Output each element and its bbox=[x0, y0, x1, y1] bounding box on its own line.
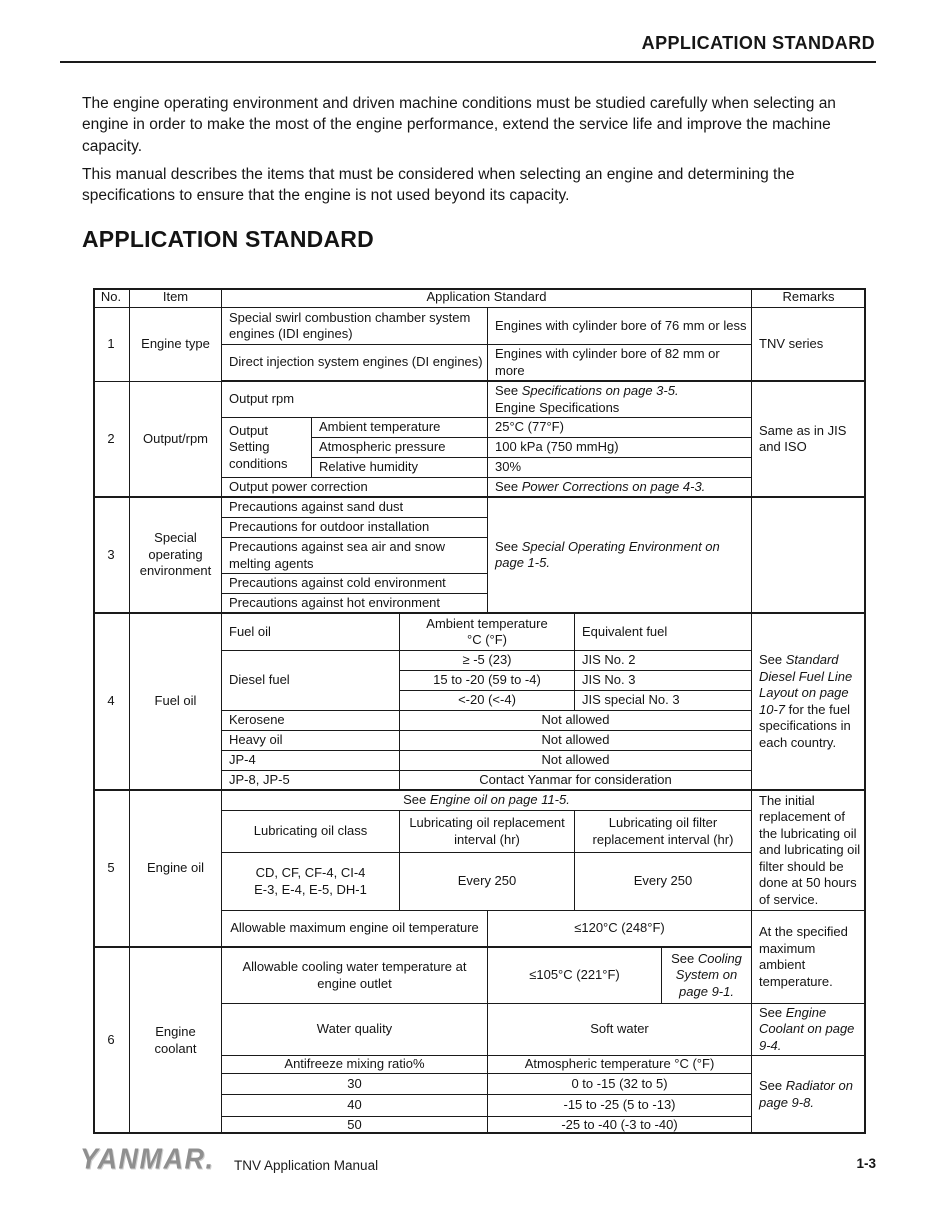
row3-remark-empty bbox=[752, 498, 866, 614]
row2-remark: Same as in JIS and ISO bbox=[752, 382, 866, 498]
row4-item: Fuel oil bbox=[130, 614, 222, 791]
row4-equivalent-header: Equivalent fuel bbox=[575, 614, 752, 651]
row1-idi-label: Special swirl combustion chamber system engines (IDI engines) bbox=[222, 308, 488, 345]
row6-water-quality-value: Soft water bbox=[488, 1004, 752, 1056]
row4-temp1: ≥ -5 (23) bbox=[400, 651, 575, 671]
row2-output-rpm-value: See Specifications on page 3-5. Engine Specifications bbox=[488, 382, 752, 418]
row1-remark: TNV series bbox=[752, 308, 866, 382]
row4-fuel3: JIS special No. 3 bbox=[575, 691, 752, 711]
col-header-remarks: Remarks bbox=[752, 288, 866, 308]
row2-item: Output/rpm bbox=[130, 382, 222, 498]
col-header-item: Item bbox=[130, 288, 222, 308]
row4-fuel2: JIS No. 3 bbox=[575, 671, 752, 691]
running-head-title: APPLICATION STANDARD bbox=[641, 33, 875, 53]
row4-temp2: 15 to -20 (59 to -4) bbox=[400, 671, 575, 691]
row6-ratio-50: 50 bbox=[222, 1117, 488, 1134]
row5-interval-value: Every 250 bbox=[400, 853, 575, 911]
row6-cooling-value: ≤105°C (221°F) bbox=[488, 948, 662, 1004]
row1-item: Engine type bbox=[130, 308, 222, 382]
row5-max-temp-label: Allowable maximum engine oil temperature bbox=[222, 911, 488, 948]
row6-ratio-40: 40 bbox=[222, 1095, 488, 1117]
row6-atm-temp-30: 0 to -15 (32 to 5) bbox=[488, 1074, 752, 1095]
col-header-no: No. bbox=[93, 288, 130, 308]
row4-ambient-header: Ambient temperature °C (°F) bbox=[400, 614, 575, 651]
row4-temp3: <-20 (<-4) bbox=[400, 691, 575, 711]
row3-precaution-hot: Precautions against hot environment bbox=[222, 594, 488, 614]
row3-see-reference: See Special Operating Environment on page 1-5. bbox=[488, 498, 752, 614]
row2-output-rpm-label: Output rpm bbox=[222, 382, 488, 418]
row6-item: Engine coolant bbox=[130, 948, 222, 1134]
row6-no: 6 bbox=[93, 948, 130, 1134]
row5-filter-value: Every 250 bbox=[575, 853, 752, 911]
row5-see-engine-oil: See Engine oil on page 11-5. bbox=[222, 791, 752, 811]
application-standard-table bbox=[93, 288, 866, 1134]
row5-item: Engine oil bbox=[130, 791, 222, 948]
row5-max-temp-value: ≤120°C (248°F) bbox=[488, 911, 752, 948]
row1-idi-value: Engines with cylinder bore of 76 mm or less bbox=[488, 308, 752, 345]
row5-interval-header: Lubricating oil replacement interval (hr) bbox=[400, 811, 575, 853]
intro-paragraph-2: This manual describes the items that must be considered when selecting an engine and determining the specifications to ensure that the engine is not used beyond its capacity. bbox=[82, 165, 795, 204]
row6-atm-temp-50: -25 to -40 (-3 to -40) bbox=[488, 1117, 752, 1134]
row2-ambient-value: 25°C (77°F) bbox=[488, 418, 752, 438]
row6-atm-temp-40: -15 to -25 (5 to -13) bbox=[488, 1095, 752, 1117]
row6-water-quality-label: Water quality bbox=[222, 1004, 488, 1056]
row4-heavy-oil-value: Not allowed bbox=[400, 731, 752, 751]
row2-ambient-label: Ambient temperature bbox=[312, 418, 488, 438]
row6-antifreeze-header: Antifreeze mixing ratio% bbox=[222, 1056, 488, 1074]
row6-remark-coolant: See Engine Coolant on page 9-4. bbox=[752, 1004, 866, 1056]
row4-fuel1: JIS No. 2 bbox=[575, 651, 752, 671]
row3-no: 3 bbox=[93, 498, 130, 614]
row2-pressure-value: 100 kPa (750 mmHg) bbox=[488, 438, 752, 458]
row4-jp4-value: Not allowed bbox=[400, 751, 752, 771]
row4-kerosene-value: Not allowed bbox=[400, 711, 752, 731]
row6-ratio-30: 30 bbox=[222, 1074, 488, 1095]
row2-setting-label: Output Setting conditions bbox=[222, 418, 312, 478]
row3-item: Special operating environment bbox=[130, 498, 222, 614]
row5-remark-ambient: At the specified maximum ambient temperature. bbox=[752, 911, 866, 1004]
row5-class-header: Lubricating oil class bbox=[222, 811, 400, 853]
row2-no: 2 bbox=[93, 382, 130, 498]
row2-humidity-value: 30% bbox=[488, 458, 752, 478]
footer-manual-title: TNV Application Manual bbox=[234, 1158, 379, 1173]
row4-diesel-label: Diesel fuel bbox=[222, 651, 400, 711]
header-rule bbox=[60, 61, 876, 63]
row3-precaution-cold: Precautions against cold environment bbox=[222, 574, 488, 594]
row5-remark-initial: The initial replacement of the lubricating oil and lubricating oil filter should be done at 50 hours of service. bbox=[752, 791, 866, 911]
yanmar-logo: YANMAR. bbox=[80, 1143, 215, 1175]
row6-cooling-see: See Cooling System on page 9-1. bbox=[662, 948, 752, 1004]
row4-jp8-jp5-value: Contact Yanmar for consideration bbox=[400, 771, 752, 791]
row2-humidity-label: Relative humidity bbox=[312, 458, 488, 478]
row6-remark-radiator: See Radiator on page 9-8. bbox=[752, 1056, 866, 1134]
row4-kerosene-label: Kerosene bbox=[222, 711, 400, 731]
page-number: 1-3 bbox=[856, 1156, 876, 1171]
row6-cooling-label: Allowable cooling water temperature at engine outlet bbox=[222, 948, 488, 1004]
row1-di-label: Direct injection system engines (DI engines) bbox=[222, 345, 488, 382]
row3-precaution-outdoor: Precautions for outdoor installation bbox=[222, 518, 488, 538]
row1-di-value: Engines with cylinder bore of 82 mm or more bbox=[488, 345, 752, 382]
row4-jp8-jp5-label: JP-8, JP-5 bbox=[222, 771, 400, 791]
row4-jp4-label: JP-4 bbox=[222, 751, 400, 771]
section-title: APPLICATION STANDARD bbox=[82, 226, 374, 252]
row3-precaution-sea-air: Precautions against sea air and snow melting agents bbox=[222, 538, 488, 574]
row3-precaution-sand-dust: Precautions against sand dust bbox=[222, 498, 488, 518]
row2-pressure-label: Atmospheric pressure bbox=[312, 438, 488, 458]
row2-correction-value: See Power Corrections on page 4-3. bbox=[488, 478, 752, 498]
row4-remark: See Standard Diesel Fuel Line Layout on page 10-7 for the fuel specifications in each country. bbox=[752, 614, 866, 791]
row4-heavy-oil-label: Heavy oil bbox=[222, 731, 400, 751]
row5-class-value: CD, CF, CF-4, CI-4 E-3, E-4, E-5, DH-1 bbox=[222, 853, 400, 911]
row4-no: 4 bbox=[93, 614, 130, 791]
row5-filter-header: Lubricating oil filter replacement interval (hr) bbox=[575, 811, 752, 853]
row6-atm-header: Atmospheric temperature °C (°F) bbox=[488, 1056, 752, 1074]
row2-correction-label: Output power correction bbox=[222, 478, 488, 498]
row1-no: 1 bbox=[93, 308, 130, 382]
row4-fuel-oil-label: Fuel oil bbox=[222, 614, 400, 651]
row5-no: 5 bbox=[93, 791, 130, 948]
col-header-application-standard: Application Standard bbox=[222, 288, 752, 308]
intro-paragraph-1: The engine operating environment and driven machine conditions must be studied carefully when selecting an engine in order to make the most of the engine performance, extend the service life and improve the machine capacity. bbox=[82, 94, 836, 155]
